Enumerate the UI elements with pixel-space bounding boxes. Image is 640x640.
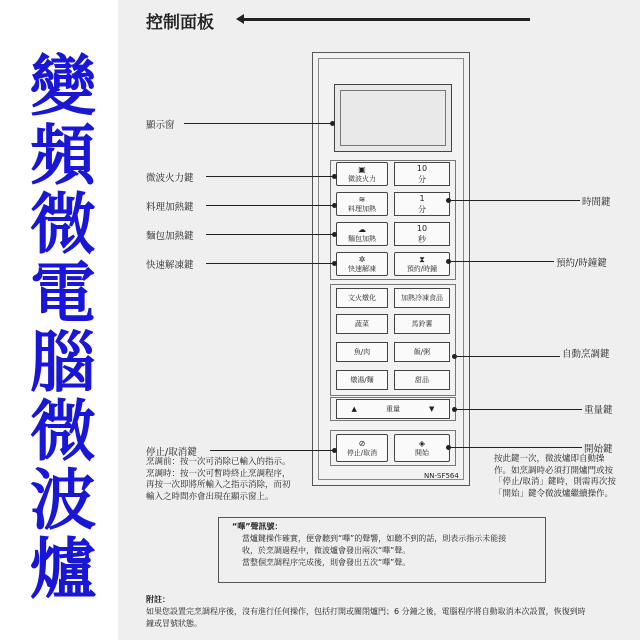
timer-label-callout: 預約/時鐘鍵 [556, 258, 607, 269]
microwave-power-label: 微波火力 [348, 174, 376, 183]
one-minute-unit: 分 [418, 205, 426, 214]
title-char: 微 [30, 186, 96, 263]
bread-heat-label-callout: 麵包加熱鍵 [146, 231, 194, 242]
ten-minute-unit: 分 [418, 175, 426, 184]
menu-slow-stew-button[interactable]: 文火燉化 [336, 288, 388, 308]
left-title-band [0, 0, 118, 640]
description-line: 輸入之時間亦會出現在顯示窗上。 [146, 491, 274, 502]
microwave-power-button[interactable] [336, 162, 388, 186]
menu-frozen-food-button[interactable]: 加熱冷凍食品 [394, 288, 450, 308]
bread-heat-label: 麵包加熱 [348, 234, 376, 243]
quick-defrost-label: 快速解凍 [348, 264, 376, 273]
start-description [494, 454, 616, 500]
title-char: 爐 [30, 531, 96, 608]
menu-soup-noodle-button[interactable]: 燉湯/麵 [336, 370, 388, 390]
stop-icon: ⊘ [358, 438, 366, 448]
display-leader-dot [330, 121, 335, 126]
ten-second-number: 10 [416, 224, 428, 233]
ten-second-button[interactable] [394, 222, 450, 246]
cook-heat-dot [332, 203, 337, 208]
start-leader [450, 447, 582, 448]
stop-cancel-dot [332, 448, 337, 453]
display-label: 顯示窗 [146, 120, 175, 131]
one-minute-button[interactable] [394, 192, 450, 216]
beep-note-line: 當爐鍵操作確實，便會聽到“嗶”的聲響，如聽不到的話，則表示指示未能接 [242, 534, 507, 543]
quick-defrost-dot [332, 261, 337, 266]
microwave-power-dot [332, 174, 337, 179]
start-label: 開始 [415, 448, 429, 457]
description-line: 「開始」鍵令微波爐繼續操作。 [494, 488, 614, 499]
start-icon: ◈ [418, 438, 426, 448]
bread-heat-dot [332, 232, 337, 237]
vertical-title [18, 48, 108, 608]
display-leader [184, 123, 334, 124]
quick-defrost-leader [206, 263, 336, 264]
timer-clock-button[interactable] [394, 252, 450, 276]
footer-title: 附註： [146, 595, 170, 604]
weight-control [336, 399, 450, 419]
cook-heat-leader [206, 205, 336, 206]
display-window-inner [340, 90, 446, 146]
microwave-power-label-callout: 微波火力鍵 [146, 173, 194, 184]
microwave-power-leader [206, 176, 336, 177]
time-leader [450, 200, 580, 201]
stop-cancel-button[interactable] [336, 434, 388, 462]
steam-icon: ≋ [358, 194, 366, 204]
footer-line: 鐘或冒號狀態。 [146, 619, 202, 628]
ten-minute-number: 10 [416, 164, 428, 173]
title-char: 頻 [30, 117, 96, 194]
menu-potato-button[interactable]: 馬鈴薯 [394, 314, 450, 334]
page-title: 控制面板 [146, 13, 214, 33]
description-line: 按此鍵一次，微波爐即自動操 [494, 454, 605, 464]
auto-cook-leader [456, 356, 560, 357]
weight-up-icon[interactable]: ▲ [351, 405, 357, 413]
description-line: 烹調時：按一次可暫時終止烹調程序， [146, 468, 291, 479]
description-line: 「停止/取消」鍵時，則需再次按 [494, 477, 616, 487]
weight-leader [456, 409, 582, 410]
stop-cancel-description [146, 457, 291, 503]
quick-defrost-button[interactable] [336, 252, 388, 276]
footer-line: 如果您設置完烹調程序後，沒有進行任何操作，包括打開或關閉爐門；6 分鐘之後，電腦程序將自動取消本次設置，恢復到時 [146, 607, 586, 616]
description-line: 作。如烹調時必須打開爐門或按 [494, 465, 614, 476]
stop-cancel-leader [210, 450, 336, 451]
one-minute-number: 1 [419, 194, 425, 203]
menu-rice-porridge-button[interactable]: 飯/粥 [394, 342, 450, 362]
bread-icon: ☁ [358, 224, 366, 234]
title-char: 變 [30, 48, 96, 125]
bread-heat-button[interactable] [336, 222, 388, 246]
beep-note-line: 收，於烹調過程中，微波爐會發出兩次“嗶”聲。 [242, 546, 411, 555]
time-label-callout: 時間鍵 [582, 197, 611, 208]
stop-cancel-label: 停止/取消 [346, 448, 378, 457]
quick-defrost-label-callout: 快速解凍鍵 [146, 260, 194, 271]
bread-heat-leader [206, 234, 336, 235]
start-label-callout: 開始鍵 [584, 444, 613, 455]
menu-fish-meat-button[interactable]: 魚/肉 [336, 342, 388, 362]
weight-down-icon[interactable]: ▼ [429, 405, 435, 413]
cook-heat-label: 料理加熱 [348, 204, 376, 213]
timer-clock-label: 預約/時鐘 [406, 264, 438, 273]
description-line: 再按一次即將所輸入之指示消除，而初 [146, 480, 291, 490]
snowflake-icon: ✲ [358, 254, 366, 264]
timer-leader [450, 261, 554, 262]
hourglass-icon: ⧗ [419, 254, 425, 264]
title-char: 腦 [30, 324, 96, 401]
model-number: NN-SF564 [424, 472, 459, 480]
weight-label: 重量 [385, 405, 400, 413]
title-char: 微 [30, 393, 96, 470]
title-char: 電 [30, 255, 96, 332]
menu-dessert-button[interactable]: 甜品 [394, 370, 450, 390]
header-rule [240, 18, 530, 21]
stop-cancel-label-callout: 停止/取消鍵 [146, 447, 197, 458]
ten-second-unit: 秒 [418, 235, 426, 244]
microwave-power-icon: ▣ [358, 164, 366, 174]
cook-heat-label-callout: 料理加熱鍵 [146, 202, 194, 213]
beep-note-line: 當整個烹調程序完成後，則會發出五次“嗶”聲。 [242, 558, 411, 567]
weight-label-callout: 重量鍵 [584, 405, 613, 416]
description-line: 烹調前：按一次可消除已輸入的指示。 [146, 457, 291, 467]
cook-heat-button[interactable] [336, 192, 388, 216]
ten-minute-button[interactable] [394, 162, 450, 186]
start-button[interactable] [394, 434, 450, 462]
title-char: 波 [30, 462, 96, 539]
auto-cook-label-callout: 自動烹調鍵 [562, 349, 610, 360]
menu-vegetable-button[interactable]: 蔬菜 [336, 314, 388, 334]
beep-note-title: “嗶”聲訊號： [232, 522, 283, 531]
